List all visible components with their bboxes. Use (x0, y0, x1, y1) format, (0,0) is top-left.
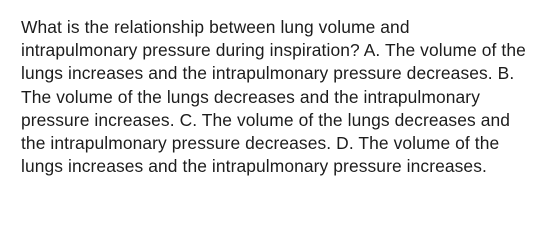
question-text (21, 16, 551, 178)
question-line: pressure increases. C. The volume of the lungs decreases and (21, 109, 511, 130)
question-line: What is the relationship between lung volume and (21, 17, 410, 37)
question-line: the intrapulmonary pressure decreases. D. The volume of the (21, 133, 500, 154)
question-line: The volume of the lungs decreases and the intrapulmonary (21, 86, 480, 107)
question-line: lungs increases and the intrapulmonary pressure decreases. B. (21, 63, 515, 84)
question-line: lungs increases and the intrapulmonary pressure increases. (21, 156, 487, 177)
question-line: intrapulmonary pressure during inspiration? A. The volume of the (21, 40, 526, 61)
